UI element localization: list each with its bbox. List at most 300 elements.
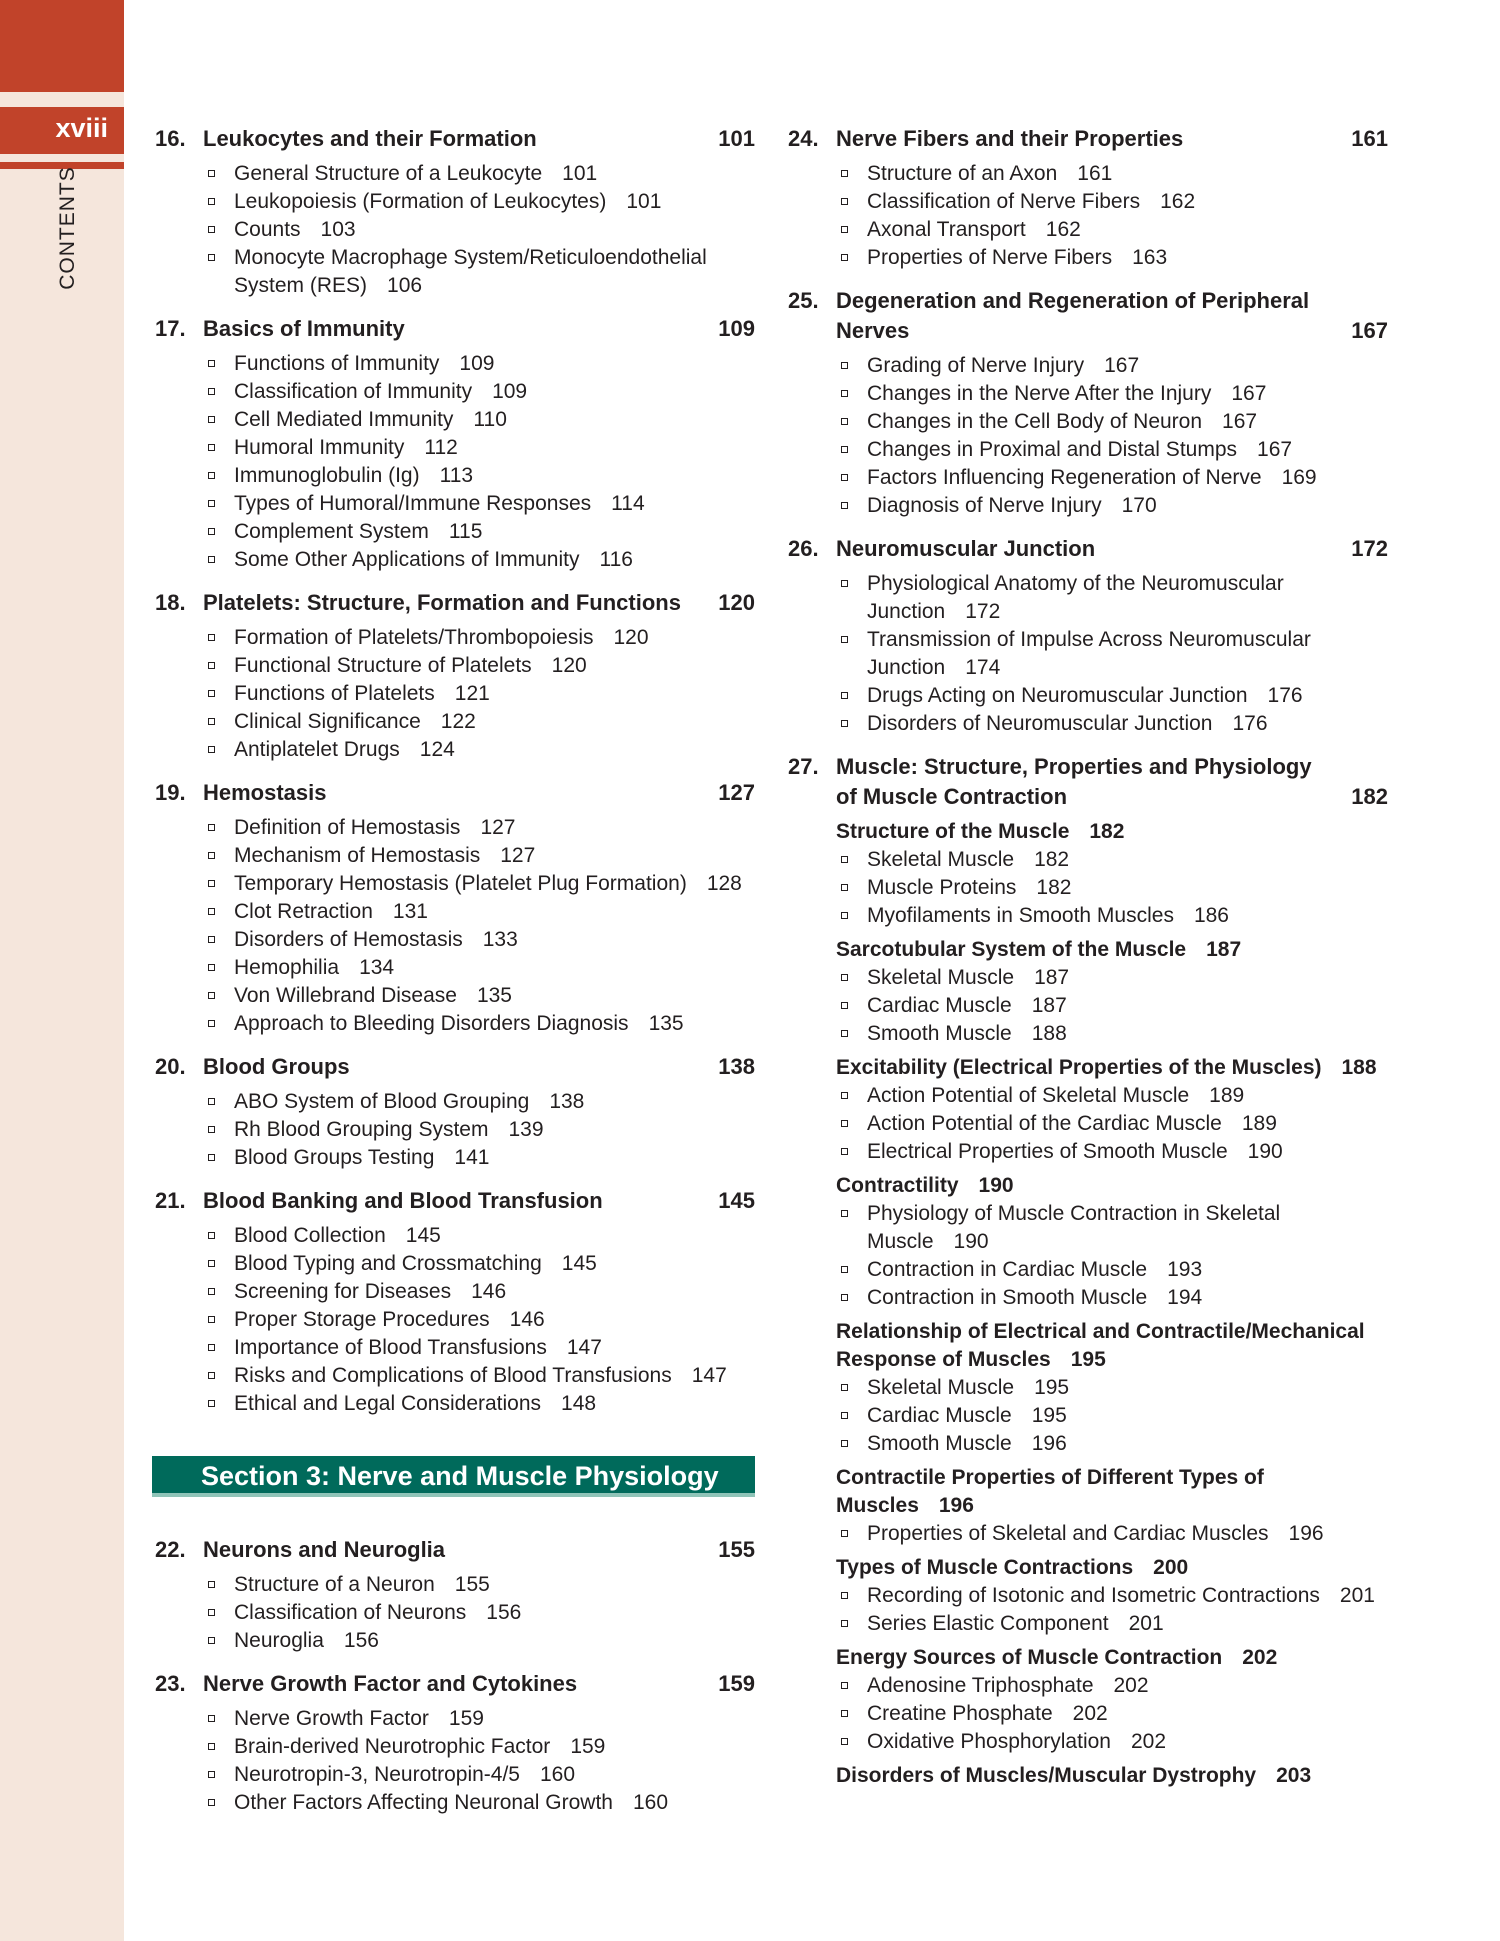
square-bullet-icon — [841, 1620, 848, 1627]
topic-page: 190 — [953, 1230, 989, 1253]
chapter-page: 161 — [1351, 126, 1388, 151]
topic-page: 156 — [486, 1601, 522, 1624]
square-bullet-icon — [841, 362, 848, 369]
topic-item[interactable] — [788, 380, 1388, 408]
topic-text: Brain-derived Neurotrophic Factor — [234, 1735, 551, 1758]
topic-page: 176 — [1232, 712, 1268, 735]
topic-item[interactable] — [155, 1733, 755, 1761]
topic-text: Clinical Significance — [234, 710, 421, 733]
chapter-number: 21. — [155, 1188, 186, 1213]
square-bullet-icon — [841, 1092, 848, 1099]
topic-page: 120 — [613, 626, 649, 649]
square-bullet-icon — [208, 690, 215, 697]
square-bullet-icon — [208, 198, 215, 205]
topic-item[interactable] — [788, 1402, 1388, 1430]
topic-page: 135 — [648, 1012, 684, 1035]
topic-text: Formation of Platelets/Thrombopoiesis — [234, 626, 594, 649]
square-bullet-icon — [841, 884, 848, 891]
topic-page: 195 — [1034, 1376, 1070, 1399]
chapter-heading[interactable] — [155, 1186, 755, 1216]
top-color-block — [0, 0, 124, 92]
topic-item[interactable] — [788, 1082, 1388, 1110]
square-bullet-icon — [841, 1440, 848, 1447]
topic-text: Cardiac Muscle — [867, 994, 1012, 1017]
topic-item[interactable] — [155, 842, 755, 870]
topic-item[interactable] — [788, 1728, 1388, 1756]
topic-page: 156 — [343, 1629, 379, 1652]
topic-page: 170 — [1121, 494, 1157, 517]
chapter-page: 172 — [1351, 536, 1388, 561]
topic-text: Monocyte Macrophage System/Reticuloendothelial System (RES) — [234, 246, 707, 297]
topic-text: Oxidative Phosphorylation — [867, 1730, 1111, 1753]
topic-page: 196 — [1288, 1522, 1324, 1545]
topic-item[interactable] — [155, 462, 755, 490]
square-bullet-icon — [841, 226, 848, 233]
topic-item[interactable] — [155, 378, 755, 406]
topic-page: 195 — [1031, 1404, 1067, 1427]
topic-text: Rh Blood Grouping System — [234, 1118, 489, 1141]
topic-item[interactable] — [155, 1010, 755, 1038]
topic-item[interactable] — [155, 188, 755, 216]
square-bullet-icon — [208, 416, 215, 423]
sidebar-strip — [0, 0, 124, 1941]
subsection-heading[interactable] — [788, 1054, 1388, 1082]
square-bullet-icon — [208, 880, 215, 887]
topic-item[interactable] — [155, 1116, 755, 1144]
topic-text: Changes in Proximal and Distal Stumps — [867, 438, 1238, 461]
topic-item[interactable] — [155, 1250, 755, 1278]
topic-item[interactable] — [155, 546, 755, 574]
topic-item[interactable] — [155, 680, 755, 708]
topic-item[interactable] — [788, 682, 1388, 710]
topic-item[interactable] — [788, 1284, 1388, 1312]
square-bullet-icon — [841, 390, 848, 397]
square-bullet-icon — [208, 444, 215, 451]
topic-text: Immunoglobulin (Ig) — [234, 464, 420, 487]
topic-item[interactable] — [155, 1705, 755, 1733]
chapter-heading[interactable] — [788, 286, 1388, 346]
square-bullet-icon — [841, 474, 848, 481]
square-bullet-icon — [208, 1637, 215, 1644]
topic-item[interactable] — [155, 1362, 755, 1390]
square-bullet-icon — [208, 908, 215, 915]
square-bullet-icon — [841, 1384, 848, 1391]
topic-page: 146 — [471, 1280, 507, 1303]
topic-item[interactable] — [788, 1582, 1388, 1610]
chapter-title: Neuromuscular Junction — [836, 536, 1096, 561]
chapter-entry — [155, 1669, 755, 1817]
topic-page: 148 — [561, 1392, 597, 1415]
chapter-entry — [155, 778, 755, 1038]
topic-item[interactable] — [788, 436, 1388, 464]
topic-page: 167 — [1222, 410, 1258, 433]
topic-text: Contraction in Smooth Muscle — [867, 1286, 1148, 1309]
square-bullet-icon — [208, 556, 215, 563]
square-bullet-icon — [208, 992, 215, 999]
square-bullet-icon — [841, 1592, 848, 1599]
topic-text: Skeletal Muscle — [867, 1376, 1015, 1399]
topic-text: Physiological Anatomy of the Neuromuscular Junction — [867, 572, 1284, 623]
topic-text: Classification of Neurons — [234, 1601, 467, 1624]
topic-text: Functions of Immunity — [234, 352, 440, 375]
topic-list — [155, 1571, 755, 1655]
square-bullet-icon — [208, 1232, 215, 1239]
chapter-entry — [155, 124, 755, 300]
chapter-heading[interactable] — [155, 588, 755, 618]
topic-page: 188 — [1031, 1022, 1067, 1045]
topic-page: 160 — [632, 1791, 669, 1814]
topic-list — [155, 160, 755, 300]
topic-text: Screening for Diseases — [234, 1280, 452, 1303]
square-bullet-icon — [841, 974, 848, 981]
topic-page: 138 — [549, 1090, 585, 1113]
topic-item[interactable] — [788, 1610, 1388, 1638]
subsection-heading[interactable] — [788, 1762, 1388, 1790]
chapter-entry — [155, 1052, 755, 1172]
topic-item[interactable] — [155, 160, 755, 188]
topic-list — [155, 1222, 755, 1418]
topic-text: ABO System of Blood Grouping — [234, 1090, 530, 1113]
topic-text: Cardiac Muscle — [867, 1404, 1012, 1427]
topic-item[interactable] — [155, 216, 755, 244]
square-bullet-icon — [841, 912, 848, 919]
topic-text: Classification of Nerve Fibers — [867, 190, 1141, 213]
topic-text: Types of Humoral/Immune Responses — [234, 492, 592, 515]
chapter-heading[interactable] — [155, 314, 755, 344]
topic-page: 174 — [965, 656, 1001, 679]
topic-item[interactable] — [788, 352, 1388, 380]
topic-page: 189 — [1241, 1112, 1277, 1135]
topic-item[interactable] — [788, 1700, 1388, 1728]
square-bullet-icon — [208, 936, 215, 943]
topic-item[interactable] — [155, 1627, 755, 1655]
topic-item[interactable] — [788, 992, 1388, 1020]
topic-page: 145 — [405, 1224, 441, 1247]
topic-page: 124 — [419, 738, 455, 761]
square-bullet-icon — [208, 1316, 215, 1323]
topic-item[interactable] — [788, 710, 1388, 738]
chapter-entry — [788, 752, 1388, 1790]
square-bullet-icon — [208, 746, 215, 753]
topic-item[interactable] — [155, 434, 755, 462]
chapter-number: 26. — [788, 536, 819, 561]
topic-item[interactable] — [155, 652, 755, 680]
topic-page: 133 — [482, 928, 518, 951]
square-bullet-icon — [208, 1400, 215, 1407]
topic-page: 120 — [551, 654, 587, 677]
topic-item[interactable] — [155, 406, 755, 434]
topic-text: Antiplatelet Drugs — [234, 738, 400, 761]
topic-page: 109 — [459, 352, 495, 375]
topic-page: 202 — [1072, 1702, 1108, 1725]
topic-item[interactable] — [155, 1390, 755, 1418]
chapter-heading[interactable] — [155, 124, 755, 154]
topic-item[interactable] — [788, 1110, 1388, 1138]
topic-page: 112 — [424, 436, 458, 459]
topic-text: Cell Mediated Immunity — [234, 408, 454, 431]
topic-text: Von Willebrand Disease — [234, 984, 457, 1007]
topic-item[interactable] — [788, 160, 1388, 188]
topic-text: Classification of Immunity — [234, 380, 473, 403]
chapter-heading[interactable] — [155, 1052, 755, 1082]
chapter-title: Blood Groups — [203, 1054, 350, 1079]
chapter-title: Nerve Fibers and their Properties — [836, 126, 1184, 151]
topic-page: 159 — [570, 1735, 606, 1758]
subsection-title: Disorders of Muscles/Muscular Dystrophy — [836, 1764, 1257, 1787]
topic-page: 162 — [1045, 218, 1081, 241]
topic-page: 114 — [611, 492, 645, 515]
topic-page: 106 — [387, 274, 423, 297]
topic-item[interactable] — [788, 1374, 1388, 1402]
topic-item[interactable] — [155, 1144, 755, 1172]
chapter-number: 23. — [155, 1671, 186, 1696]
chapter-page: 138 — [718, 1054, 755, 1079]
chapter-heading[interactable] — [788, 534, 1388, 564]
square-bullet-icon — [208, 1098, 215, 1105]
chapter-title: Nerve Growth Factor and Cytokines — [203, 1671, 578, 1696]
topic-page: 101 — [562, 162, 598, 185]
topic-text: Mechanism of Hemostasis — [234, 844, 481, 867]
topic-page: 147 — [691, 1364, 727, 1387]
topic-text: Humoral Immunity — [234, 436, 405, 459]
topic-item[interactable] — [788, 408, 1388, 436]
topic-page: 131 — [392, 900, 428, 923]
topic-page: 127 — [480, 816, 516, 839]
topic-item[interactable] — [788, 492, 1388, 520]
square-bullet-icon — [841, 1294, 848, 1301]
chapter-heading[interactable] — [155, 1535, 755, 1565]
square-bullet-icon — [208, 528, 215, 535]
topic-item[interactable] — [155, 1306, 755, 1334]
subsection-heading[interactable] — [788, 936, 1388, 964]
square-bullet-icon — [841, 1148, 848, 1155]
topic-item[interactable] — [155, 1599, 755, 1627]
square-bullet-icon — [208, 1799, 215, 1806]
square-bullet-icon — [208, 254, 215, 261]
topic-page: 189 — [1209, 1084, 1245, 1107]
topic-page: 201 — [1339, 1584, 1375, 1607]
topic-item[interactable] — [788, 216, 1388, 244]
chapter-page: 127 — [718, 780, 755, 805]
topic-item[interactable] — [788, 1020, 1388, 1048]
topic-item[interactable] — [788, 570, 1388, 626]
subsection-heading[interactable] — [788, 1172, 1388, 1200]
chapter-title: Hemostasis — [203, 780, 327, 805]
topic-text: Recording of Isotonic and Isometric Contractions — [867, 1584, 1320, 1607]
chapter-number: 24. — [788, 126, 819, 151]
chapter-entry — [155, 314, 755, 574]
topic-text: Grading of Nerve Injury — [867, 354, 1085, 377]
topic-page: 145 — [561, 1252, 597, 1275]
topic-item[interactable] — [155, 1334, 755, 1362]
topic-item[interactable] — [788, 1520, 1388, 1548]
square-bullet-icon — [208, 1288, 215, 1295]
topic-item[interactable] — [788, 188, 1388, 216]
topic-item[interactable] — [155, 624, 755, 652]
topic-list — [155, 350, 755, 574]
topic-text: Neuroglia — [234, 1629, 324, 1652]
topic-text: Changes in the Nerve After the Injury — [867, 382, 1212, 405]
topic-text: Importance of Blood Transfusions — [234, 1336, 547, 1359]
topic-item[interactable] — [788, 964, 1388, 992]
page-number-tab — [0, 107, 124, 154]
square-bullet-icon — [841, 856, 848, 863]
chapter-heading[interactable] — [788, 124, 1388, 154]
topic-item[interactable] — [155, 244, 755, 300]
square-bullet-icon — [841, 692, 848, 699]
topic-item[interactable] — [155, 954, 755, 982]
topic-item[interactable] — [155, 926, 755, 954]
topic-item[interactable] — [788, 464, 1388, 492]
subsection-heading[interactable] — [788, 818, 1388, 846]
topic-item[interactable] — [155, 1789, 755, 1817]
subsection-title: Contractile Properties of Different Types of Muscles — [836, 1466, 1264, 1517]
topic-page: 160 — [539, 1763, 576, 1786]
square-bullet-icon — [208, 824, 215, 831]
subsection-title: Energy Sources of Muscle Contraction — [836, 1646, 1223, 1669]
topic-item[interactable] — [155, 518, 755, 546]
topic-item[interactable] — [155, 814, 755, 842]
subsection-page: 182 — [1089, 820, 1125, 843]
topic-text: Counts — [234, 218, 301, 241]
topic-item[interactable] — [788, 626, 1388, 682]
topic-page: 187 — [1031, 994, 1067, 1017]
square-bullet-icon — [208, 1581, 215, 1588]
section-spacer — [155, 1497, 755, 1521]
chapter-number: 20. — [155, 1054, 186, 1079]
topic-item[interactable] — [788, 1138, 1388, 1166]
topic-item[interactable] — [155, 708, 755, 736]
topic-text: Skeletal Muscle — [867, 848, 1015, 871]
topic-item[interactable] — [155, 1571, 755, 1599]
topic-item[interactable] — [155, 898, 755, 926]
subsection-heading[interactable] — [788, 1464, 1388, 1520]
topic-page: 186 — [1193, 904, 1229, 927]
square-bullet-icon — [208, 718, 215, 725]
topic-text: Functional Structure of Platelets — [234, 654, 532, 677]
topic-text: Changes in the Cell Body of Neuron — [867, 410, 1203, 433]
topic-item[interactable] — [788, 846, 1388, 874]
topic-item[interactable] — [788, 1672, 1388, 1700]
topic-page: 202 — [1113, 1674, 1149, 1697]
topic-page: 159 — [448, 1707, 484, 1730]
topic-page: 134 — [359, 956, 395, 979]
topic-text: Skeletal Muscle — [867, 966, 1015, 989]
subsection-heading[interactable] — [788, 1318, 1388, 1374]
square-bullet-icon — [841, 418, 848, 425]
square-bullet-icon — [841, 1266, 848, 1273]
topic-page: 187 — [1034, 966, 1070, 989]
topic-page: 167 — [1231, 382, 1267, 405]
topic-list — [788, 570, 1388, 738]
topic-item[interactable] — [788, 874, 1388, 902]
topic-page: 128 — [706, 872, 742, 895]
topic-text: Blood Groups Testing — [234, 1146, 435, 1169]
topic-page: 109 — [492, 380, 528, 403]
subsection-page: 203 — [1276, 1764, 1312, 1787]
topic-list — [155, 1705, 755, 1817]
topic-page: 113 — [439, 464, 474, 487]
square-bullet-icon — [208, 852, 215, 859]
square-bullet-icon — [841, 446, 848, 453]
square-bullet-icon — [208, 662, 215, 669]
topic-text: Contraction in Cardiac Muscle — [867, 1258, 1148, 1281]
chapter-page: 167 — [1351, 318, 1388, 343]
chapter-heading[interactable] — [155, 778, 755, 808]
topic-text: Transmission of Impulse Across Neuromuscular Junction — [867, 628, 1311, 679]
square-bullet-icon — [841, 580, 848, 587]
topic-item[interactable] — [155, 1088, 755, 1116]
square-bullet-icon — [208, 500, 215, 507]
topic-item[interactable] — [155, 870, 755, 898]
topic-list — [788, 964, 1388, 1048]
topic-text: Disorders of Hemostasis — [234, 928, 463, 951]
subsection-title: Contractility — [836, 1174, 959, 1197]
square-bullet-icon — [841, 720, 848, 727]
topic-item[interactable] — [788, 1430, 1388, 1458]
topic-item[interactable] — [155, 1278, 755, 1306]
topic-text: Proper Storage Procedures — [234, 1308, 490, 1331]
topic-text: Some Other Applications of Immunity — [234, 548, 580, 571]
square-bullet-icon — [841, 1530, 848, 1537]
square-bullet-icon — [208, 1020, 215, 1027]
topic-page: 182 — [1036, 876, 1072, 899]
chapter-heading[interactable] — [155, 1669, 755, 1699]
chapter-heading[interactable] — [788, 752, 1388, 812]
chapter-page: 155 — [718, 1537, 755, 1562]
chapter-number: 18. — [155, 590, 186, 615]
left-column — [155, 124, 755, 1817]
topic-item[interactable] — [788, 244, 1388, 272]
section-banner: Section 3: Nerve and Muscle Physiology — [152, 1456, 755, 1497]
subsection-page: 195 — [1070, 1348, 1106, 1371]
topic-item[interactable] — [788, 1256, 1388, 1284]
square-bullet-icon — [208, 1344, 215, 1351]
subsection-page: 187 — [1206, 938, 1242, 961]
subsection-title: Excitability (Electrical Properties of the Muscles) — [836, 1056, 1322, 1079]
chapter-number: 16. — [155, 126, 186, 151]
topic-item[interactable] — [155, 490, 755, 518]
topic-item[interactable] — [155, 736, 755, 764]
topic-page: 163 — [1132, 246, 1168, 269]
topic-text: Structure of a Neuron — [234, 1573, 435, 1596]
topic-item[interactable] — [788, 902, 1388, 930]
topic-item[interactable] — [155, 350, 755, 378]
topic-text: Action Potential of the Cardiac Muscle — [867, 1112, 1222, 1135]
subsection-heading[interactable] — [788, 1554, 1388, 1582]
topic-text: Myofilaments in Smooth Muscles — [867, 904, 1174, 927]
topic-page: 193 — [1167, 1258, 1203, 1281]
square-bullet-icon — [208, 634, 215, 641]
topic-text: Hemophilia — [234, 956, 340, 979]
square-bullet-icon — [208, 1771, 215, 1778]
topic-page: 169 — [1281, 466, 1317, 489]
topic-item[interactable] — [155, 982, 755, 1010]
topic-page: 155 — [454, 1573, 490, 1596]
subsection-heading[interactable] — [788, 1644, 1388, 1672]
topic-page: 121 — [454, 682, 490, 705]
topic-item[interactable] — [155, 1761, 755, 1789]
topic-text: Structure of an Axon — [867, 162, 1058, 185]
topic-item[interactable] — [788, 1200, 1388, 1256]
topic-page: 139 — [508, 1118, 544, 1141]
topic-list — [788, 846, 1388, 930]
topic-page: 201 — [1128, 1612, 1164, 1635]
topic-text: Factors Influencing Regeneration of Nerve — [867, 466, 1262, 489]
square-bullet-icon — [208, 1715, 215, 1722]
topic-item[interactable] — [155, 1222, 755, 1250]
topic-page: 103 — [320, 218, 356, 241]
